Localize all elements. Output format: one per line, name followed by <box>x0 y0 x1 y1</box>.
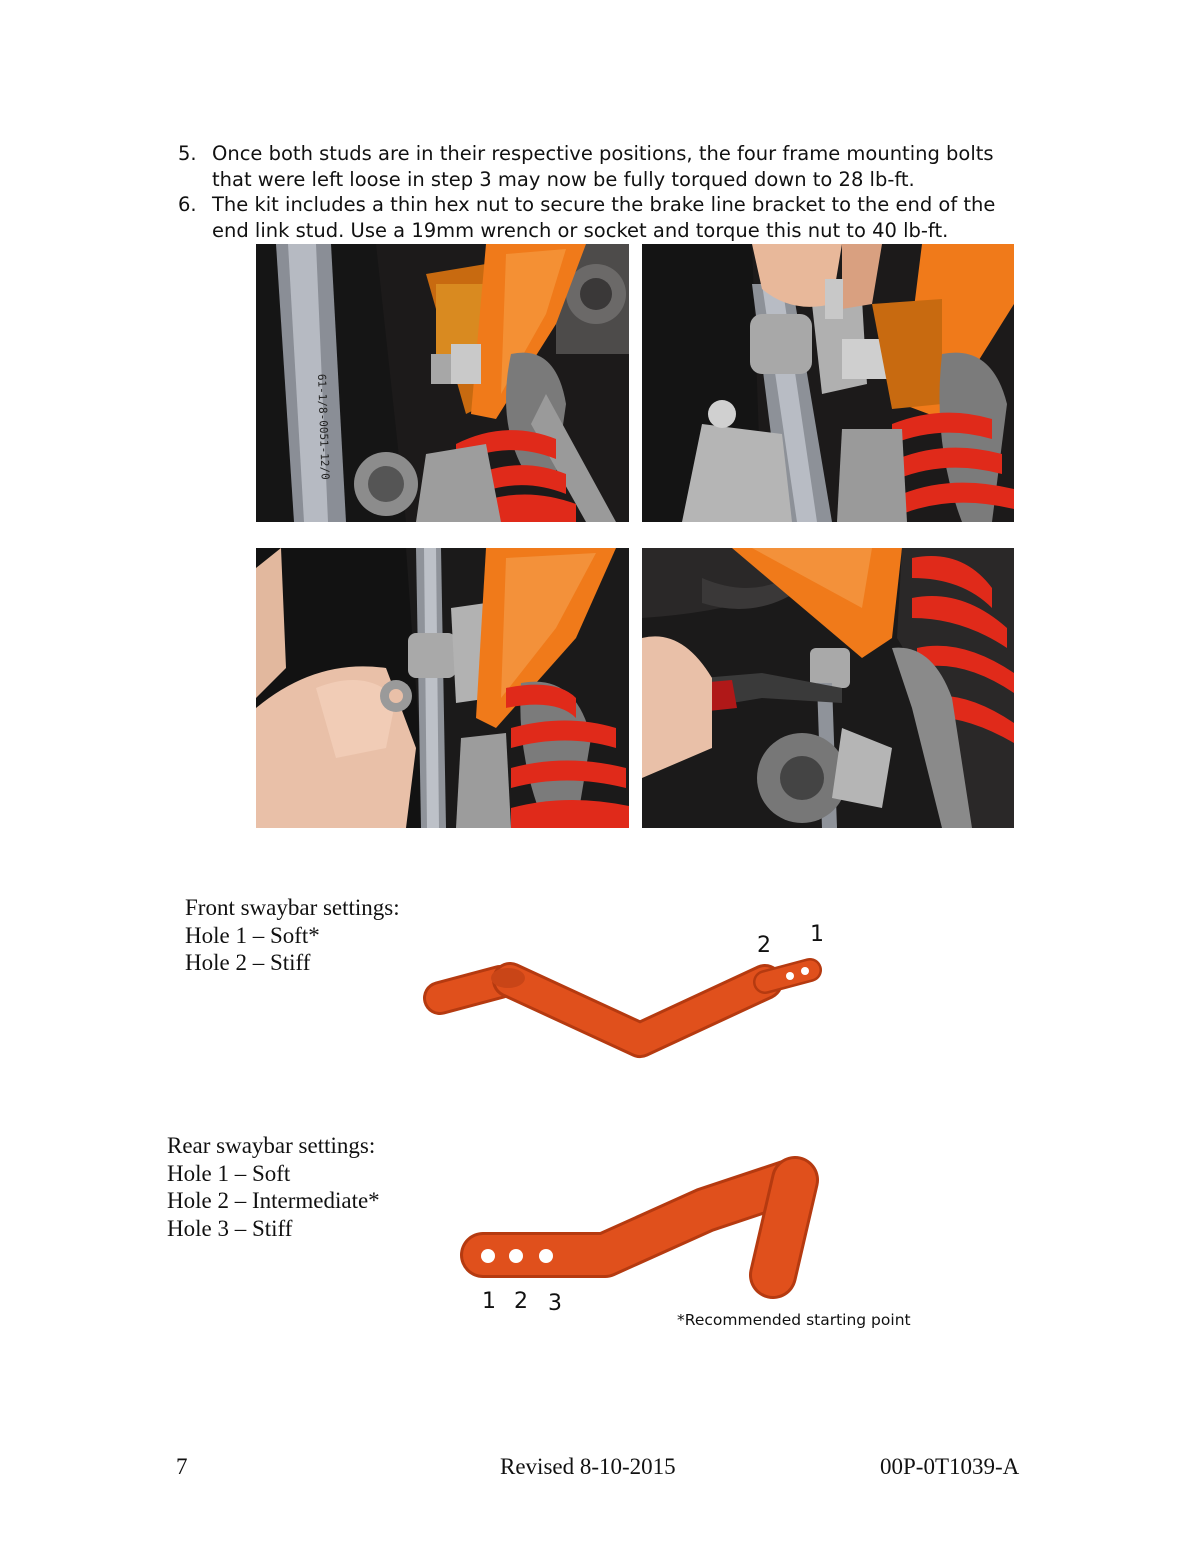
front-swaybar-diagram <box>420 950 830 1060</box>
photo-brake-line-bracket <box>642 244 1014 522</box>
revision-date: Revised 8-10-2015 <box>500 1454 676 1479</box>
step-number: 6. <box>178 193 197 216</box>
rear-hole-1: Hole 1 – Soft <box>167 1160 291 1186</box>
step-number: 5. <box>178 142 197 165</box>
front-hole-label-2: 2 <box>757 933 771 958</box>
rear-swaybar-diagram <box>455 1145 825 1305</box>
page-number: 7 <box>176 1454 188 1479</box>
step-5 <box>178 141 1038 192</box>
part-number: 00P-0T1039-A <box>880 1454 1020 1479</box>
recommended-note: *Recommended starting point <box>677 1311 911 1329</box>
front-hole-label-1: 1 <box>810 922 824 947</box>
instruction-steps <box>178 141 1038 243</box>
rear-heading: Rear swaybar settings: <box>167 1133 376 1158</box>
rear-hole-label-3: 3 <box>548 1291 562 1316</box>
front-settings <box>185 894 400 977</box>
front-heading: Front swaybar settings: <box>185 895 400 920</box>
photo-end-link-stud <box>256 244 629 522</box>
front-hole-2: Hole 2 – Stiff <box>185 950 311 975</box>
hose-print: 61-1/8-0051-12/0 <box>315 373 332 481</box>
rear-hole-label-2: 2 <box>514 1289 528 1314</box>
front-hole-1: Hole 1 – Soft* <box>185 922 320 948</box>
rear-hole-label-1: 1 <box>482 1289 496 1314</box>
photo-hex-nut-install <box>256 548 629 828</box>
rear-hole-3: Hole 3 – Stiff <box>167 1215 293 1241</box>
rear-settings <box>167 1132 380 1242</box>
step-text: Once both studs are in their respective positions, the four frame mounting bolts that were left loose in step 3 may now be fully torqued down to 28 lb-ft. <box>212 142 994 191</box>
step-text: The kit includes a thin hex nut to secure the brake line bracket to the end of the end link stud. Use a 19mm wrench or socket and torque this nut to 40 lb-ft. <box>212 193 996 242</box>
photo-wrench-torque <box>642 548 1014 828</box>
step-6 <box>178 192 1038 243</box>
rear-hole-2: Hole 2 – Intermediate* <box>167 1188 380 1213</box>
